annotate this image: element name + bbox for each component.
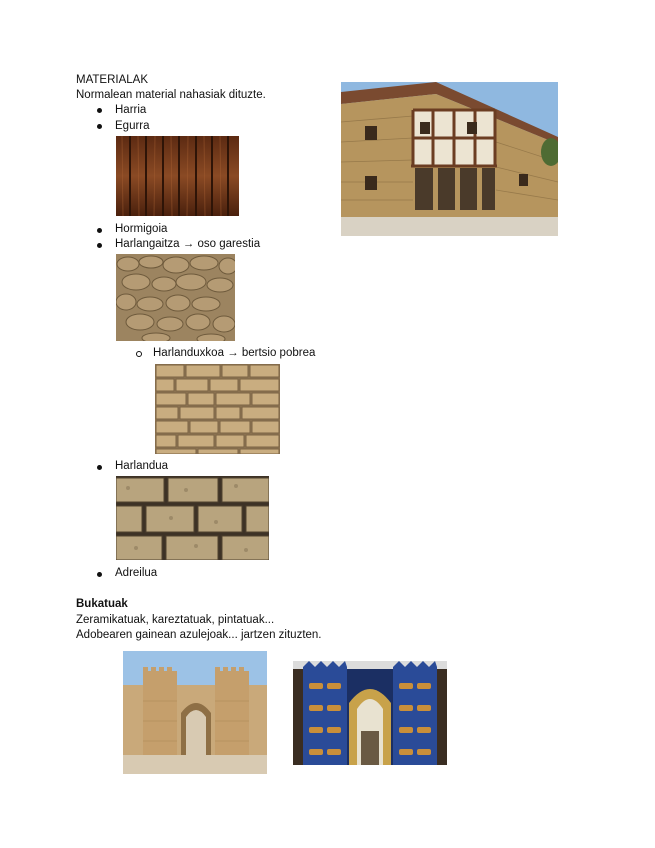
list-item-harlangaitza: Harlangaitza → oso garestia [115,238,261,250]
list-item-hormigoia: Hormigoia [115,223,168,235]
section-title: MATERIALAK [76,74,148,86]
finishes-title: Bukatuak [76,598,128,610]
bullet-icon [97,108,102,113]
bullet-icon [97,243,102,248]
ishtar-gate-image [293,661,447,765]
list-item-harria: Harria [115,104,147,116]
wood-texture-image [116,136,239,216]
list-item-egurra: Egurra [115,120,150,132]
sub-bullet-icon [136,351,142,357]
bullet-icon [97,465,102,470]
list-item-adreilua: Adreilua [115,567,158,579]
rubble-stone-image [116,254,235,341]
finishes-line-2: Adobearen gainean azulejoak... jartzen zituzten. [76,629,322,641]
finishes-line-1: Zeramikatuak, kareztatuak, pintatuak... [76,614,275,626]
small-ashlar-image [155,364,280,454]
basque-house-image [341,82,558,236]
bullet-icon [97,124,102,129]
ashlar-block-image [116,476,269,560]
bullet-icon [97,572,102,577]
list-item-harlandua: Harlandua [115,460,169,472]
bullet-icon [97,228,102,233]
babylon-gate-image [123,651,267,774]
list-item-harlanduxkoa: Harlanduxkoa → bertsio pobrea [153,347,316,359]
intro-text: Normalean material nahasiak dituzte. [76,89,266,101]
